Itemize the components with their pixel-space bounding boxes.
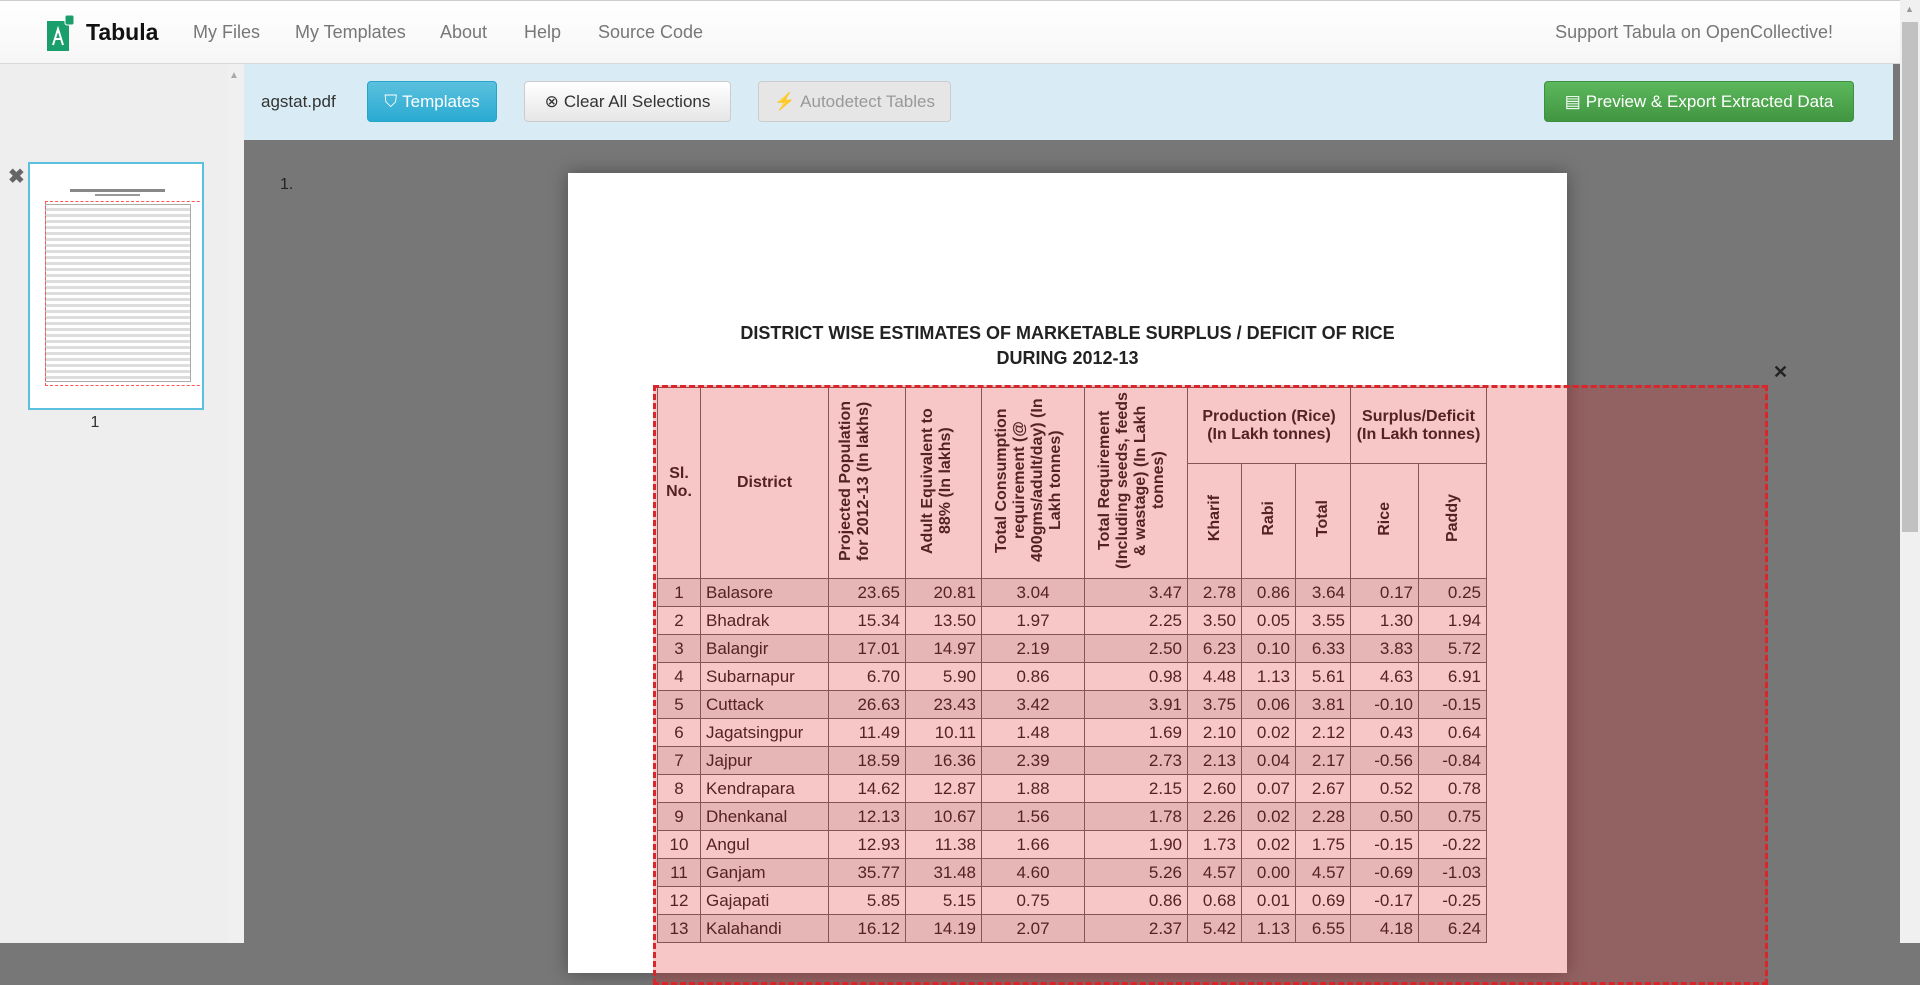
table-cell: 2.25 — [1085, 607, 1188, 635]
table-cell: 0.06 — [1242, 691, 1296, 719]
table-cell: 16.12 — [829, 915, 906, 943]
file-name: agstat.pdf — [261, 92, 336, 111]
table-cell: 1.48 — [982, 719, 1085, 747]
table-cell: 1.78 — [1085, 803, 1188, 831]
table-cell: 2.13 — [1188, 747, 1242, 775]
table-cell: 18.59 — [829, 747, 906, 775]
header-requirement: Total Requirement (Including seeds, feeds & wastage) (In Lakh tonnes) — [1096, 392, 1167, 569]
table-cell: 4.57 — [1188, 859, 1242, 887]
table-cell: 2.67 — [1296, 775, 1351, 803]
table-cell: -0.15 — [1351, 831, 1419, 859]
table-cell: Subarnapur — [701, 663, 829, 691]
thumb-subtitle — [95, 194, 140, 196]
table-cell: 1.88 — [982, 775, 1085, 803]
table-cell: 10.67 — [906, 803, 982, 831]
table-cell: 12 — [658, 887, 701, 915]
preview-label: Preview & Export Extracted Data — [1585, 91, 1834, 111]
table-cell: 5.15 — [906, 887, 982, 915]
table-cell: 0.00 — [1242, 859, 1296, 887]
table-cell: 0.10 — [1242, 635, 1296, 663]
table-cell: 3.91 — [1085, 691, 1188, 719]
table-cell: 20.81 — [906, 579, 982, 607]
table-cell: 11.38 — [906, 831, 982, 859]
clear-all-selections-button[interactable] — [524, 81, 731, 122]
table-cell: 13.50 — [906, 607, 982, 635]
table-cell: 4.18 — [1351, 915, 1419, 943]
table-cell: 11 — [658, 859, 701, 887]
table-cell: 2.26 — [1188, 803, 1242, 831]
table-cell: Cuttack — [701, 691, 829, 719]
table-cell: 1.13 — [1242, 663, 1296, 691]
table-cell: 1.30 — [1351, 607, 1419, 635]
table-cell: 16.36 — [906, 747, 982, 775]
table-cell: 0.52 — [1351, 775, 1419, 803]
page-number: 1. — [280, 176, 294, 193]
sidebar-scrollbar[interactable] — [228, 64, 244, 943]
table-cell: 3 — [658, 635, 701, 663]
thumb-selection — [45, 201, 204, 386]
table-cell: 1.75 — [1296, 831, 1351, 859]
table-cell: 14.62 — [829, 775, 906, 803]
table-cell: 26.63 — [829, 691, 906, 719]
table-cell: 7 — [658, 747, 701, 775]
table-cell: 1.69 — [1085, 719, 1188, 747]
table-cell: Dhenkanal — [701, 803, 829, 831]
table-cell: -0.84 — [1419, 747, 1487, 775]
title-line-1: DISTRICT WISE ESTIMATES OF MARKETABLE SURPLUS / DEFICIT OF RICE — [740, 323, 1395, 343]
table-cell: 9 — [658, 803, 701, 831]
table-cell: 1.97 — [982, 607, 1085, 635]
header-consumption: Total Consumption requirement (@ 400gms/adult/day) (In Lakh tonnes) — [993, 398, 1064, 563]
table-cell: 1.66 — [982, 831, 1085, 859]
table-cell: 15.34 — [829, 607, 906, 635]
table-cell: 0.75 — [982, 887, 1085, 915]
table-cell: 0.17 — [1351, 579, 1419, 607]
table-cell: 0.02 — [1242, 803, 1296, 831]
table-cell: 4.63 — [1351, 663, 1419, 691]
table-cell: 1 — [658, 579, 701, 607]
header-district: District — [701, 388, 829, 579]
page-scrollbar[interactable] — [1900, 0, 1920, 943]
header-sl: Sl. No. — [658, 388, 701, 579]
table-cell: 17.01 — [829, 635, 906, 663]
table-cell: 0.50 — [1351, 803, 1419, 831]
table-cell: 10 — [658, 831, 701, 859]
table-cell: 1.56 — [982, 803, 1085, 831]
table-cell: 2.60 — [1188, 775, 1242, 803]
table-cell: 2.78 — [1188, 579, 1242, 607]
table-cell: 5.72 — [1419, 635, 1487, 663]
table-cell: 0.78 — [1419, 775, 1487, 803]
table-cell: Jajpur — [701, 747, 829, 775]
preview-export-button[interactable] — [1544, 81, 1854, 122]
table-cell: 3.64 — [1296, 579, 1351, 607]
table-cell: 0.86 — [982, 663, 1085, 691]
table-cell: 2.28 — [1296, 803, 1351, 831]
table-cell: -0.69 — [1351, 859, 1419, 887]
table-cell: 0.75 — [1419, 803, 1487, 831]
table-cell: 2.73 — [1085, 747, 1188, 775]
scroll-up-icon[interactable]: ▲ — [229, 70, 239, 81]
table-cell: 4.57 — [1296, 859, 1351, 887]
table-cell: 0.43 — [1351, 719, 1419, 747]
table-cell: -0.15 — [1419, 691, 1487, 719]
table-cell: 0.64 — [1419, 719, 1487, 747]
table-cell: -0.25 — [1419, 887, 1487, 915]
page-thumbnail[interactable] — [28, 162, 204, 410]
templates-button[interactable] — [367, 81, 497, 122]
table-cell: 3.42 — [982, 691, 1085, 719]
table-cell: 14.19 — [906, 915, 982, 943]
table-cell: 2.17 — [1296, 747, 1351, 775]
table-cell: Balasore — [701, 579, 829, 607]
table-cell: 10.11 — [906, 719, 982, 747]
table-cell: 0.86 — [1242, 579, 1296, 607]
table-cell: Gajapati — [701, 887, 829, 915]
table-cell: Angul — [701, 831, 829, 859]
table-cell: 2.39 — [982, 747, 1085, 775]
list-icon: ▤ — [1564, 91, 1581, 111]
table-cell: 3.75 — [1188, 691, 1242, 719]
thumbnail-label: 1 — [90, 414, 100, 431]
table-cell: 1.90 — [1085, 831, 1188, 859]
table-cell: 2.15 — [1085, 775, 1188, 803]
tabula-logo-icon[interactable] — [47, 15, 75, 51]
table-cell: 6.91 — [1419, 663, 1487, 691]
header-kharif: Kharif — [1205, 495, 1223, 542]
table-cell: 3.04 — [982, 579, 1085, 607]
table-cell: -0.56 — [1351, 747, 1419, 775]
table-cell: 6.55 — [1296, 915, 1351, 943]
table-cell: 0.07 — [1242, 775, 1296, 803]
table-cell: 1.94 — [1419, 607, 1487, 635]
clear-label: Clear All Selections — [563, 91, 711, 111]
table-cell: 6.33 — [1296, 635, 1351, 663]
table-cell: 2 — [658, 607, 701, 635]
table-cell: 5.61 — [1296, 663, 1351, 691]
table-cell: -0.22 — [1419, 831, 1487, 859]
table-cell: 2.37 — [1085, 915, 1188, 943]
table-cell: Balangir — [701, 635, 829, 663]
table-cell: 0.86 — [1085, 887, 1188, 915]
table-cell: 3.47 — [1085, 579, 1188, 607]
table-cell: 6.23 — [1188, 635, 1242, 663]
table-cell: 3.50 — [1188, 607, 1242, 635]
table-cell: 0.05 — [1242, 607, 1296, 635]
table-cell: 0.25 — [1419, 579, 1487, 607]
table-cell: 2.10 — [1188, 719, 1242, 747]
templates-label: Templates — [402, 91, 480, 111]
table-cell: 12.13 — [829, 803, 906, 831]
autodetect-label: Autodetect Tables — [800, 91, 935, 111]
table-cell: 2.19 — [982, 635, 1085, 663]
header-population: Projected Population for 2012-13 (In lakhs) — [837, 400, 872, 561]
table-cell: 12.93 — [829, 831, 906, 859]
nav-source-code[interactable]: Source Code — [598, 22, 704, 42]
table-cell: 31.48 — [906, 859, 982, 887]
table-cell: 3.55 — [1296, 607, 1351, 635]
scrollbar-thumb[interactable] — [1902, 22, 1918, 532]
thumb-title — [70, 189, 165, 192]
table-cell: 2.07 — [982, 915, 1085, 943]
table-cell: 5 — [658, 691, 701, 719]
navbar — [0, 0, 1900, 64]
header-rice: Rice — [1375, 501, 1393, 536]
table-cell: 11.49 — [829, 719, 906, 747]
table-cell: 3.83 — [1351, 635, 1419, 663]
table-cell: 5.90 — [906, 663, 982, 691]
table-cell: 0.02 — [1242, 831, 1296, 859]
brand-name[interactable]: Tabula — [86, 19, 159, 45]
table-cell: Kendrapara — [701, 775, 829, 803]
table-cell: 1.13 — [1242, 915, 1296, 943]
table-cell: 6 — [658, 719, 701, 747]
table-cell: Bhadrak — [701, 607, 829, 635]
table-cell: 5.42 — [1188, 915, 1242, 943]
table-cell: 0.04 — [1242, 747, 1296, 775]
table-cell: 2.12 — [1296, 719, 1351, 747]
table-cell: -1.03 — [1419, 859, 1487, 887]
lightning-icon: ⚡ — [773, 91, 796, 111]
table-selection-area[interactable] — [653, 385, 1768, 985]
header-rabi: Rabi — [1259, 501, 1277, 536]
circle-x-icon: ⊗ — [544, 91, 559, 111]
header-adult-equivalent: Adult Equivalent to 88% (In lakhs) — [918, 407, 954, 554]
table-cell: 35.77 — [829, 859, 906, 887]
table-cell: 6.70 — [829, 663, 906, 691]
header-paddy: Paddy — [1443, 494, 1461, 543]
table-cell: 4.60 — [982, 859, 1085, 887]
delete-page-icon[interactable]: ✖ — [8, 166, 25, 188]
table-cell: -0.10 — [1351, 691, 1419, 719]
table-cell: Ganjam — [701, 859, 829, 887]
autodetect-tables-button[interactable] — [758, 81, 951, 122]
table-cell: Jagatsingpur — [701, 719, 829, 747]
header-total: Total — [1314, 499, 1331, 538]
table-cell: 0.98 — [1085, 663, 1188, 691]
table-cell: 2.50 — [1085, 635, 1188, 663]
table-cell: 8 — [658, 775, 701, 803]
table-cell: 0.02 — [1242, 719, 1296, 747]
table-cell: 3.81 — [1296, 691, 1351, 719]
document-title — [568, 321, 1567, 371]
table-cell: 23.43 — [906, 691, 982, 719]
table-cell: 6.24 — [1419, 915, 1487, 943]
remove-selection-icon[interactable]: ✕ — [1773, 362, 1789, 382]
table-cell: 23.65 — [829, 579, 906, 607]
nav-help[interactable]: Help — [524, 22, 562, 42]
table-cell: 5.85 — [829, 887, 906, 915]
nav-about[interactable]: About — [440, 22, 488, 42]
toolbar — [244, 64, 1893, 140]
title-line-2: DURING 2012-13 — [996, 348, 1139, 368]
table-cell: -0.17 — [1351, 887, 1419, 915]
nav-my-templates[interactable]: My Templates — [295, 22, 406, 42]
table-cell: 0.69 — [1296, 887, 1351, 915]
table-cell: 1.73 — [1188, 831, 1242, 859]
table-cell: 4.48 — [1188, 663, 1242, 691]
table-cell: 5.26 — [1085, 859, 1188, 887]
support-link[interactable]: Support Tabula on OpenCollective! — [1555, 22, 1833, 42]
page-thumbnails-sidebar — [0, 64, 244, 943]
table-cell: 0.01 — [1242, 887, 1296, 915]
table-cell: Kalahandi — [701, 915, 829, 943]
scroll-up-icon[interactable]: ▲ — [1905, 4, 1914, 14]
table-cell: 4 — [658, 663, 701, 691]
table-cell: 12.87 — [906, 775, 982, 803]
header-production: Production (Rice) (In Lakh tonnes) — [1188, 388, 1351, 464]
templates-icon: ⛉ — [384, 91, 398, 111]
table-cell: 13 — [658, 915, 701, 943]
nav-my-files[interactable]: My Files — [193, 22, 260, 42]
table-cell: 14.97 — [906, 635, 982, 663]
header-surplus: Surplus/Deficit (In Lakh tonnes) — [1351, 388, 1487, 464]
table-cell: 0.68 — [1188, 887, 1242, 915]
